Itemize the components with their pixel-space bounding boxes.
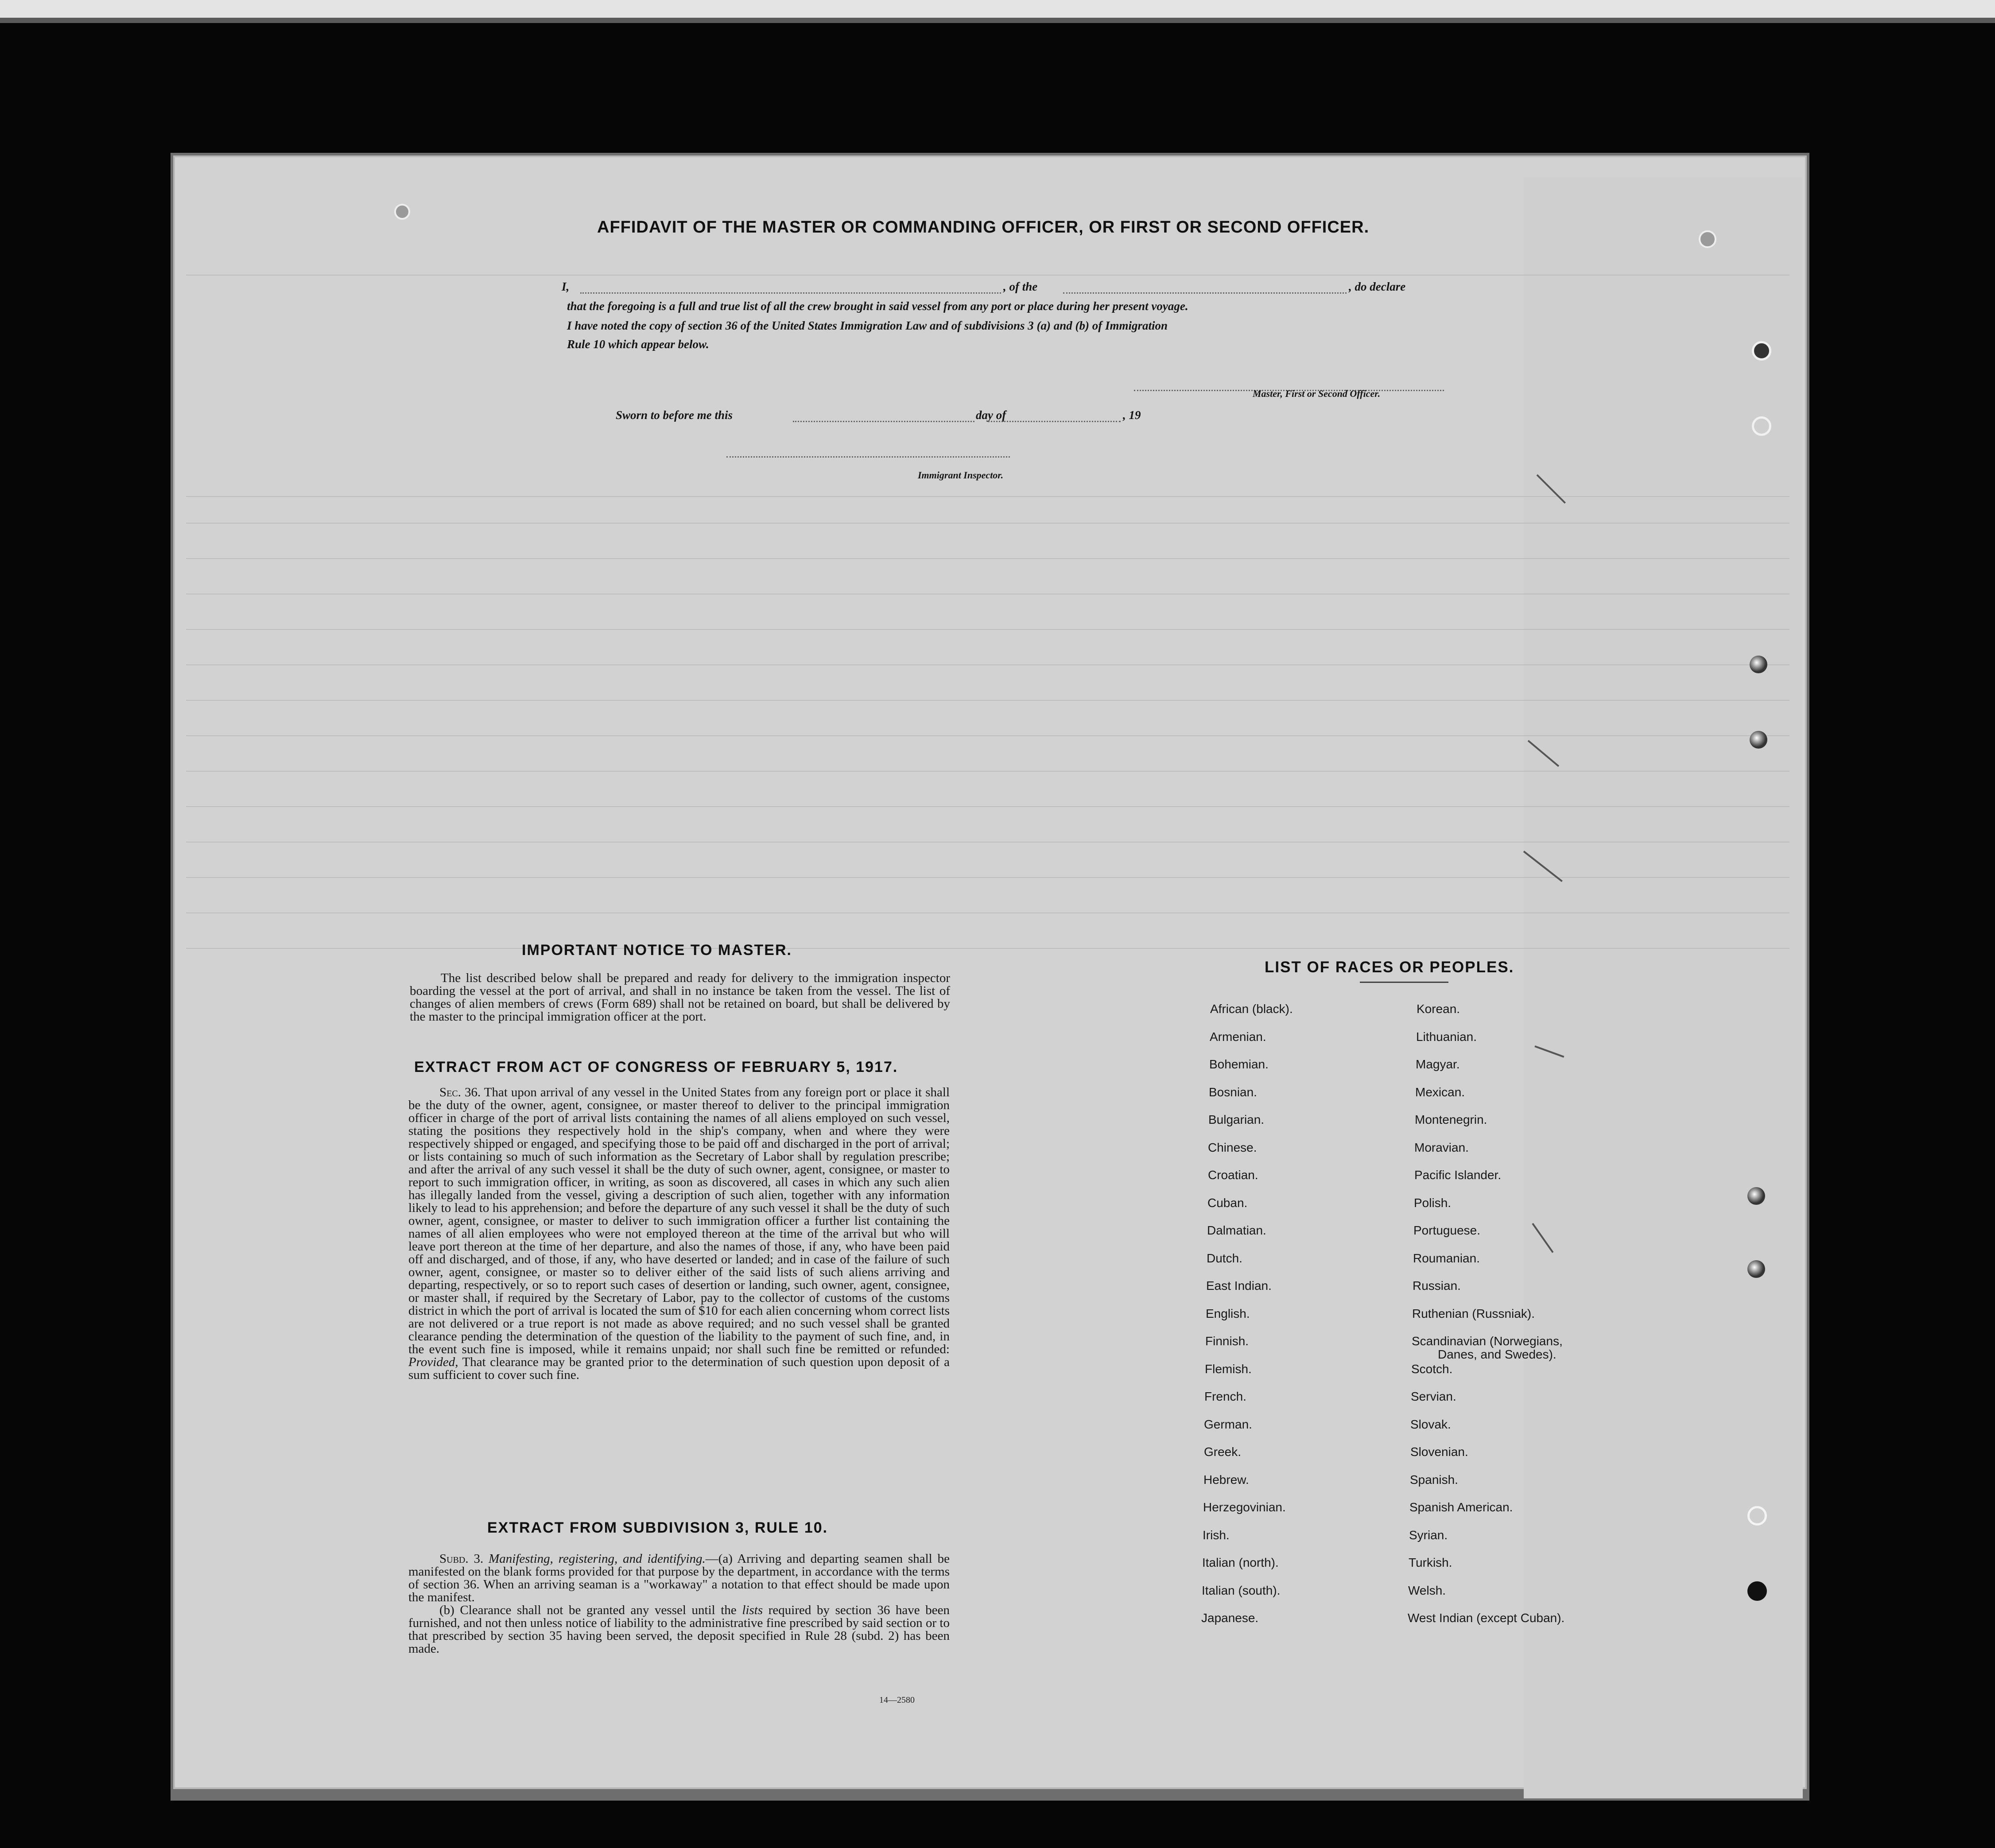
- affidavit-i: I,: [562, 280, 570, 293]
- race-item: Korean.: [1417, 1002, 1460, 1016]
- rule-text-a: —(a) Arriving and departing seamen shall be manifested on the blank forms provided for that purpose by the department, in accordance with the terms of section 36. When an arriving seaman is a "workaway" a notation to that effect should be made upon the manifest.: [408, 1552, 950, 1604]
- race-item: Scotch.: [1411, 1362, 1453, 1376]
- race-item: Welsh.: [1408, 1584, 1446, 1597]
- punch-hole: [1750, 731, 1767, 749]
- race-item: Hebrew.: [1203, 1473, 1249, 1487]
- race-item: Polish.: [1414, 1196, 1452, 1210]
- notice-text: The list described below shall be prepared and ready for delivery to the immigration inspector boarding the vessel at the port of arrival, and shall in no instance be taken from the vessel. The list of changes of alien members of crews (Form 689) shall not be retained on board, but shall be delivered by the master to the principal immigration officer at the port.: [410, 971, 950, 1024]
- race-item: Bosnian.: [1209, 1085, 1257, 1099]
- year-text: , 19: [1123, 408, 1141, 422]
- races-title: LIST OF RACES OR PEOPLES.: [1265, 959, 1514, 976]
- race-item: French.: [1204, 1390, 1246, 1403]
- punch-hole: [1747, 1260, 1765, 1278]
- race-item: West Indian (except Cuban).: [1408, 1611, 1565, 1625]
- race-item: Irish.: [1203, 1528, 1230, 1542]
- race-item: Montenegrin.: [1415, 1113, 1487, 1126]
- affidavit-do-declare: , do declare: [1349, 280, 1406, 293]
- inspector-label: Immigrant Inspector.: [918, 470, 1004, 481]
- scanner-top-edge: [0, 18, 1995, 23]
- rule-paragraph: [408, 1553, 950, 1655]
- race-item: Ruthenian (Russniak).: [1412, 1307, 1535, 1320]
- races-title-underline: [1360, 982, 1448, 983]
- punch-hole: [1750, 656, 1767, 673]
- rule-text-b-lists: lists: [742, 1603, 763, 1617]
- rule-text-b-post: required by section 36 have been furnished, and not then unless notice of liability to the administrative fine prescribed by said section or to that prescribed by section 35 having been served, the deposit specified in Rule 28 (subd. 2) has been made.: [408, 1603, 950, 1656]
- race-item: Lithuanian.: [1416, 1030, 1477, 1044]
- race-item: Slovenian.: [1410, 1445, 1468, 1459]
- race-item: Portuguese.: [1413, 1223, 1480, 1237]
- race-item: Mexican.: [1415, 1085, 1465, 1099]
- punch-hole: [1747, 1506, 1767, 1526]
- punch-hole: [1752, 416, 1771, 436]
- race-item: Cuban.: [1207, 1196, 1248, 1210]
- master-label: Master, First or Second Officer.: [1253, 388, 1381, 399]
- race-item: Servian.: [1411, 1390, 1456, 1403]
- race-item: Turkish.: [1409, 1556, 1452, 1569]
- race-item: African (black).: [1210, 1002, 1293, 1016]
- affidavit-of-the: , of the: [1003, 280, 1038, 293]
- rule-subd-label: Subd. 3.: [439, 1552, 484, 1566]
- act-text: That upon arrival of any vessel in the United States from any foreign port or place it shall be the duty of the owner, agent, consignee, or master thereof to deliver to the principal immigration officer in charge of the port of arrival lists containing the names of all aliens employed on such vessel, stating the positions they respectively hold in the ship's company, when and where they were respectively shipped or engaged, and specifying those to be paid off and discharged in the port of arrival; or lists containing so much of such information as the Secretary of Labor shall by regulation prescribe; and after the arrival of any such vessel it shall be the duty of such owner, agent, consignee, or master to report to such immigration officer, in writing, as soon as discovered, all cases in which any such alien has illegally landed from the vessel, giving a description of such alien, together with any information likely to lead to his apprehension; and before the departure of any such vessel it shall be the duty of such owner, agent, consignee, or master to deliver to such immigration officer a further list containing the names of all alien employees who were not employed thereon at the time of the arrival but who will leave port thereon at the time of her departure, and also the names of those, if any, who have been paid off and discharged, and of those, if any, who have deserted or landed; and in case of the failure of such owner, agent, consignee, or master so to deliver either of the said lists of such aliens arriving and departing, respectively, or so to report such cases of desertion or landing, such owner, agent, consignee, or master shall, if required by the Secretary of Labor, pay to the collector of customs of the customs district in which the port of arrival is located the sum of $10 for each alien concerning whom correct lists are not delivered or a true report is not made as above required; and no such vessel shall be granted clearance pending the determination of the question of the liability to the payment of such fine, and, in the event such fine is imposed, while it remains unpaid; nor shall such fine be remitted or refunded:: [408, 1085, 950, 1356]
- race-item: Danes, and Swedes).: [1438, 1347, 1556, 1361]
- race-item: Dalmatian.: [1207, 1223, 1266, 1237]
- punch-hole: [394, 204, 410, 220]
- race-item: Flemish.: [1205, 1362, 1252, 1376]
- race-item: Pacific Islander.: [1414, 1168, 1502, 1182]
- act-paragraph: [408, 1086, 950, 1382]
- sworn-day-blank: [793, 421, 974, 422]
- rule-text-b-pre: (b) Clearance shall not be granted any vessel until the: [439, 1603, 737, 1617]
- race-item: Moravian.: [1414, 1141, 1469, 1154]
- notice-paragraph: [410, 972, 950, 1023]
- race-item: Roumanian.: [1413, 1251, 1480, 1265]
- race-item: Russian.: [1413, 1279, 1461, 1293]
- punch-hole: [1747, 1187, 1765, 1205]
- act-provided: Provided,: [408, 1355, 458, 1369]
- race-item: Chinese.: [1208, 1141, 1257, 1154]
- day-of-text: day of: [976, 408, 1006, 422]
- vessel-blank: [1063, 292, 1347, 294]
- race-item: Finnish.: [1205, 1334, 1249, 1348]
- sworn-text: Sworn to before me this: [616, 408, 733, 422]
- race-item: Dutch.: [1207, 1251, 1242, 1265]
- race-item: Armenian.: [1210, 1030, 1266, 1044]
- sworn-month-blank: [988, 421, 1121, 422]
- affidavit-title: AFFIDAVIT OF THE MASTER OR COMMANDING OFFICER, OR FIRST OR SECOND OFFICER.: [597, 218, 1370, 237]
- affidavit-line-4: Rule 10 which appear below.: [567, 338, 709, 351]
- race-item: Herzegovinian.: [1203, 1500, 1286, 1514]
- race-item: Italian (north).: [1202, 1556, 1279, 1569]
- affidavit-line-3: I have noted the copy of section 36 of the United States Immigration Law and of subdivisions 3 (a) and (b) of Immigration: [567, 319, 1168, 332]
- race-item: Croatian.: [1208, 1168, 1258, 1182]
- race-item: Bohemian.: [1209, 1057, 1269, 1071]
- race-item: Syrian.: [1409, 1528, 1448, 1542]
- act-title: EXTRACT FROM ACT OF CONGRESS OF FEBRUARY 5, 1917.: [414, 1059, 898, 1075]
- race-item: Slovak.: [1410, 1417, 1451, 1431]
- race-item: East Indian.: [1206, 1279, 1272, 1293]
- inspector-signature-blank: [726, 456, 1010, 458]
- race-item: Greek.: [1204, 1445, 1242, 1459]
- affidavit-line-2: that the foregoing is a full and true list of all the crew brought in said vessel from any port or place during her present voyage.: [567, 299, 1188, 313]
- punch-hole: [1747, 1581, 1767, 1601]
- act-text-end: That clearance may be granted prior to the determination of such question upon deposit of a sum sufficient to cover such fine.: [408, 1355, 950, 1382]
- rule-subd-heading: Manifesting, registering, and identifying.: [489, 1552, 706, 1566]
- name-blank: [580, 292, 1001, 294]
- form-number: 14—2580: [879, 1695, 915, 1705]
- race-item: German.: [1204, 1417, 1252, 1431]
- race-item: English.: [1206, 1307, 1250, 1320]
- race-item: Spanish American.: [1409, 1500, 1513, 1514]
- punch-hole: [1699, 230, 1716, 248]
- race-item: Spanish.: [1410, 1473, 1458, 1487]
- race-item: Magyar.: [1416, 1057, 1460, 1071]
- scanner-top-strip: [0, 0, 1995, 18]
- race-item: Japanese.: [1201, 1611, 1259, 1625]
- punch-hole: [1752, 341, 1771, 361]
- notice-title: IMPORTANT NOTICE TO MASTER.: [522, 942, 792, 959]
- race-item: Italian (south).: [1202, 1584, 1281, 1597]
- rule-title: EXTRACT FROM SUBDIVISION 3, RULE 10.: [487, 1519, 828, 1536]
- race-item: Bulgarian.: [1208, 1113, 1265, 1126]
- act-section-label: Sec. 36.: [439, 1085, 481, 1099]
- race-item: Scandinavian (Norwegians,: [1412, 1334, 1563, 1348]
